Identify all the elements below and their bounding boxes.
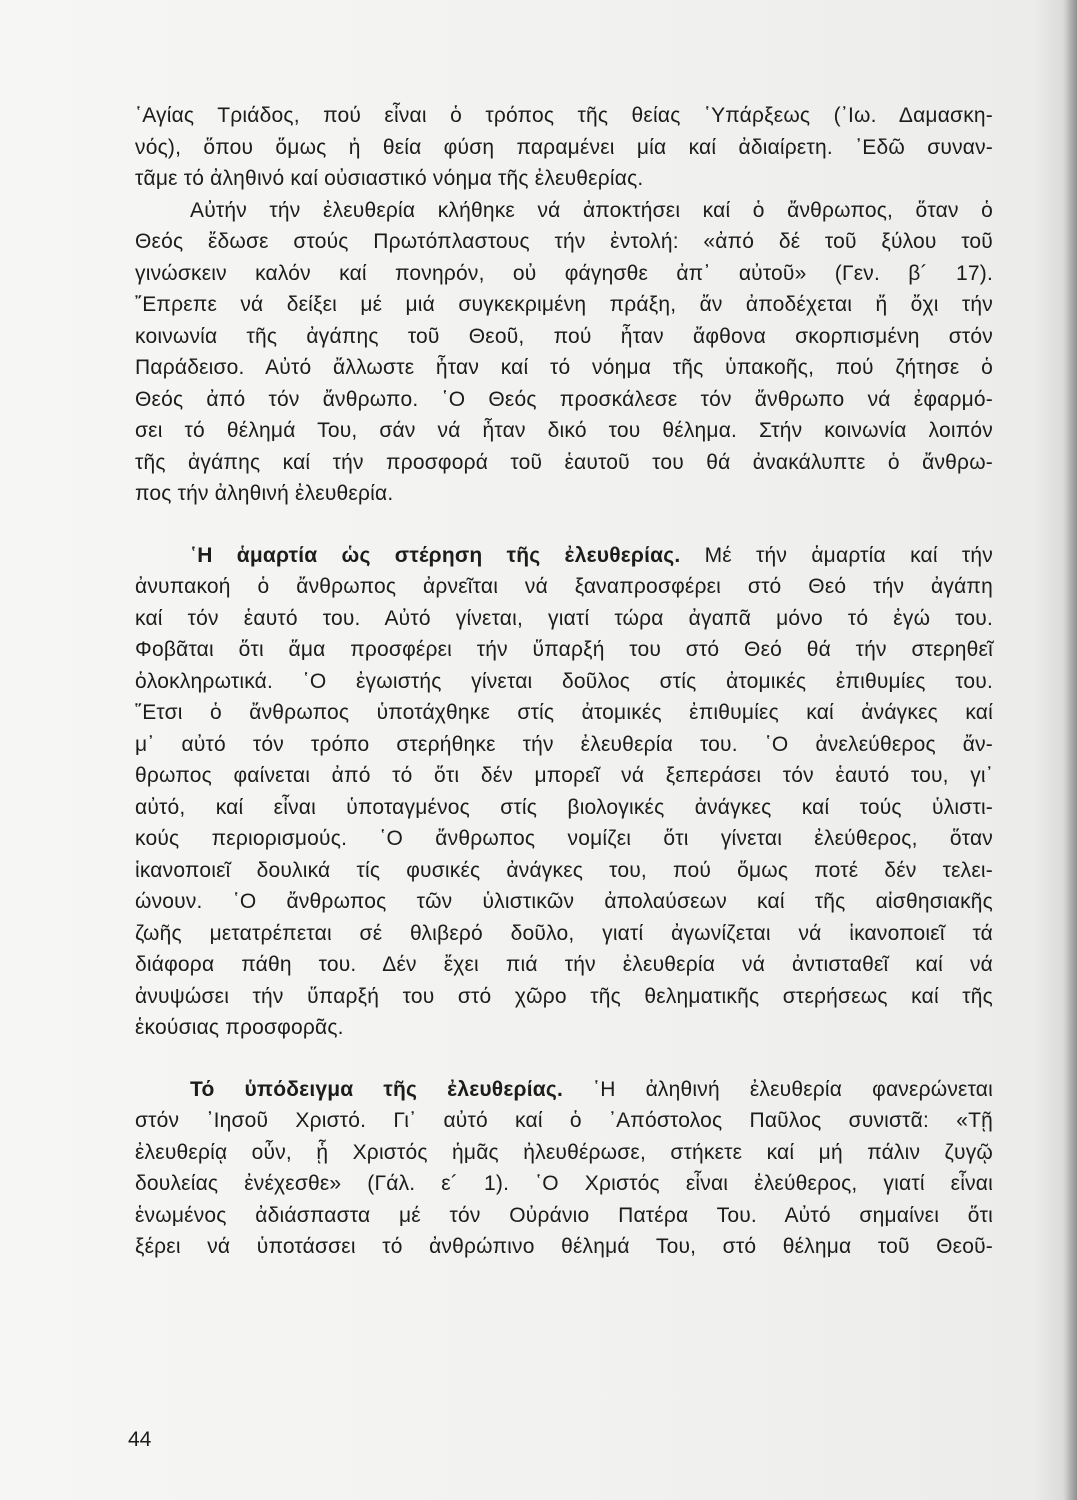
- text-line: ῎Επρεπε νά δείξει μέ μιά συγκεκριμένη πράξη, ἄν ἀποδέχεται ἤ ὄχι τήν: [135, 293, 993, 316]
- text-line: ὁλοκληρωτικά. ῾Ο ἐγωιστής γίνεται δοῦλος στίς ἀτομικές ἐπιθυμίες του.: [135, 669, 993, 693]
- text-line: [135, 540, 993, 572]
- text-line: Θεός ἀπό τόν ἄνθρωπο. ῾Ο Θεός προσκάλεσε τόν ἄνθρωπο νά ἐφαρμό-: [135, 387, 993, 411]
- section-heading: ῾Η ἁμαρτία ὡς στέρηση τῆς ἐλευθερίας.: [190, 543, 681, 567]
- text-line: ξέρει νά ὑποτάσσει τό ἀνθρώπινο θέλημά Του, στό θέλημα τοῦ Θεοῦ-: [135, 1235, 993, 1258]
- paragraph-3: [135, 540, 993, 1044]
- text-line: ἑνωμένος ἀδιάσπαστα μέ τόν Οὐράνιο Πατέρα Του. Αὐτό σημαίνει ὅτι: [135, 1203, 993, 1227]
- text-line: καί τόν ἑαυτό του. Αὐτό γίνεται, γιατί τώρα ἀγαπᾶ μόνο τό ἐγώ του.: [135, 606, 993, 630]
- paragraph-4: [135, 1074, 993, 1263]
- text-line: σει τό θέλημά Του, σάν νά ἦταν δικό του θέλημα. Στήν κοινωνία λοιπόν: [135, 419, 993, 442]
- text-line: Αὐτήν τήν ἐλευθερία κλήθηκε νά ἀποκτήσει καί ὁ ἄνθρωπος, ὅταν ὁ: [190, 198, 993, 222]
- text-line: δουλείας ἐνέχεσθε» (Γάλ. ε´ 1). ῾Ο Χριστός εἶναι ἐλεύθερος, γιατί εἶναι: [135, 1172, 993, 1195]
- text-line: νός), ὅπου ὅμως ἡ θεία φύση παραμένει μία καί ἀδιαίρετη. ᾿Εδῶ συναν-: [135, 135, 993, 159]
- paragraph-gap: [135, 1044, 993, 1074]
- text-line: Παράδεισο. Αὐτό ἄλλωστε ἦταν καί τό νόημα τῆς ὑπακοῆς, πού ζήτησε ὁ: [135, 356, 993, 379]
- text-line: αὐτό, καί εἶναι ὑποταγμένος στίς βιολογικές ἀνάγκες καί τούς ὑλιστι-: [135, 795, 993, 819]
- text-line: ώνουν. ῾Ο ἄνθρωπος τῶν ὑλιστικῶν ἀπολαύσεων καί τῆς αἰσθησιακῆς: [135, 890, 993, 913]
- text-line: τᾶμε τό ἀληθινό καί οὐσιαστικό νόημα τῆς ἐλευθερίας.: [135, 167, 644, 190]
- page-number: 44: [128, 1428, 152, 1451]
- text-line: ῞Ετσι ὁ ἄνθρωπος ὑποτάχθηκε στίς ἀτομικές ἐπιθυμίες καί ἀνάγκες καί: [135, 701, 993, 724]
- text-line: ζωῆς μετατρέπεται σέ θλιβερό δοῦλο, γιατί ἀγωνίζεται νά ἱκανοποιεῖ τά: [135, 921, 993, 945]
- page-edge-shadow: [1063, 0, 1077, 1500]
- text-line: ἐλευθερίᾳ οὖν, ᾗ Χριστός ἡμᾶς ἠλευθέρωσε, στήκετε καί μή πάλιν ζυγῷ: [135, 1140, 993, 1164]
- heading-line-rest: Μέ τήν ἁμαρτία καί τήν: [680, 543, 993, 567]
- text-line: ἀνυψώσει τήν ὕπαρξή του στό χῶρο τῆς θεληματικῆς στερήσεως καί τῆς: [135, 984, 993, 1008]
- text-line: Θεός ἔδωσε στούς Πρωτόπλαστους τήν ἐντολή: «ἀπό δέ τοῦ ξύλου τοῦ: [135, 230, 993, 253]
- text-line: Φοβᾶται ὅτι ἅμα προσφέρει τήν ὕπαρξή του στό Θεό θά τήν στερηθεῖ: [135, 638, 993, 661]
- paragraph-1: [135, 100, 993, 195]
- text-line: [135, 1074, 993, 1106]
- paragraph-2: [135, 195, 993, 510]
- text-line: κοινωνία τῆς ἀγάπης τοῦ Θεοῦ, πού ἦταν ἄφθονα σκορπισμένη στόν: [135, 324, 993, 348]
- text-line: στόν ᾿Ιησοῦ Χριστό. Γι᾿ αὐτό καί ὁ ᾿Απόστολος Παῦλος συνιστᾶ: «Τῇ: [135, 1109, 993, 1132]
- text-line: τῆς ἀγάπης καί τήν προσφορά τοῦ ἑαυτοῦ του θά ἀνακάλυπτε ὁ ἄνθρω-: [135, 450, 993, 474]
- text-line: κούς περιορισμούς. ῾Ο ἄνθρωπος νομίζει ὅτι γίνεται ἐλεύθερος, ὅταν: [135, 827, 993, 850]
- heading-line-rest: ῾Η ἀληθινή ἐλευθερία φανερώνεται: [563, 1077, 993, 1101]
- text-line: διάφορα πάθη του. Δέν ἔχει πιά τήν ἐλευθερία νά ἀντισταθεῖ καί νά: [135, 953, 993, 976]
- text-line: πος τήν ἀληθινή ἐλευθερία.: [135, 482, 394, 505]
- text-line: ῾Αγίας Τριάδος, πού εἶναι ὁ τρόπος τῆς θείας ῾Υπάρξεως (᾿Ιω. Δαμασκη-: [135, 104, 993, 127]
- text-line: ἑκούσιας προσφορᾶς.: [135, 1016, 344, 1039]
- text-line: γινώσκειν καλόν καί πονηρόν, οὐ φάγησθε ἀπ᾿ αὐτοῦ» (Γεν. β´ 17).: [135, 261, 993, 285]
- text-line: μ᾿ αὐτό τόν τρόπο στερήθηκε τήν ἐλευθερία του. ῾Ο ἀνελεύθερος ἄν-: [135, 732, 993, 756]
- text-line: ἱκανοποιεῖ δουλικά τίς φυσικές ἀνάγκες του, πού ὅμως ποτέ δέν τελει-: [135, 858, 993, 882]
- body-text: [135, 100, 993, 1263]
- section-heading: Τό ὑπόδειγμα τῆς ἐλευθερίας.: [190, 1077, 563, 1101]
- text-line: θρωπος φαίνεται ἀπό τό ὅτι δέν μπορεῖ νά ξεπεράσει τόν ἑαυτό του, γι᾿: [135, 764, 993, 787]
- paragraph-gap: [135, 510, 993, 540]
- text-line: ἀνυπακοή ὁ ἄνθρωπος ἀρνεῖται νά ξαναπροσφέρει στό Θεό τήν ἀγάπη: [135, 575, 993, 598]
